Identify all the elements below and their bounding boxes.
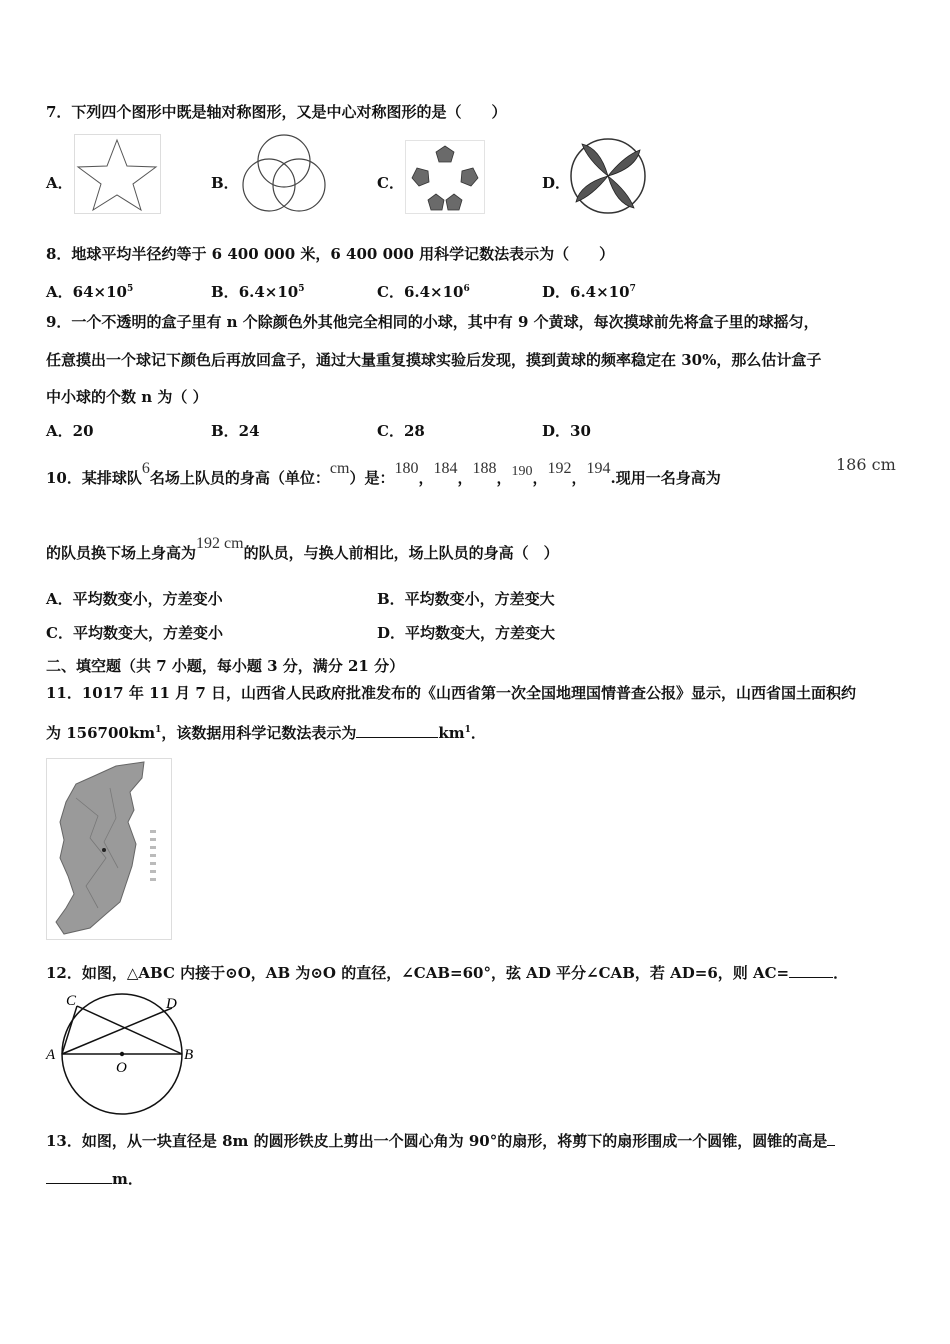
q11-answer-blank[interactable] <box>356 723 438 738</box>
q12-answer-blank[interactable] <box>789 963 833 978</box>
label-d: D <box>166 996 177 1012</box>
q10-line2: 的队员换下场上身高为192 cm的队员，与换人前相比，场上队员的身高（ ） <box>46 535 559 562</box>
q9-line1: 9．一个不透明的盒子里有 n 个除颜色外其他完全相同的小球，其中有 9 个黄球，每次摸球前先将盒子里的球摇匀， <box>46 313 819 331</box>
q11-line2: 为 $156700km^1$，该数据用科学记数法表示为 $km^1$． <box>46 724 486 742</box>
q10-option-a: A．平均数变小，方差变小 <box>46 590 223 608</box>
q8-option-a: A．$64\times 10^5$ <box>46 283 134 301</box>
q9-line2: 任意摸出一个球记下颜色后再放回盒子，通过大量重复摸球实验后发现，摸到黄球的频率稳定在 30%，那么估计盒子 <box>46 351 822 369</box>
q9-option-b: B．24 <box>211 422 260 440</box>
q7-option-a-label: A． <box>46 174 73 192</box>
circle-geometry-figure <box>44 992 204 1116</box>
four-petal-circle-icon <box>568 136 648 216</box>
q10-option-b: B．平均数变小，方差变大 <box>377 590 555 608</box>
pentagons-ring-icon <box>405 140 485 214</box>
q8-option-c: C．$6.4\times 10^6$ <box>377 283 470 301</box>
star-icon <box>74 134 161 214</box>
three-circles-icon <box>237 131 332 215</box>
label-o: O <box>116 1060 127 1076</box>
q7-option-c-label: C． <box>377 174 404 192</box>
label-b: B <box>184 1047 194 1063</box>
label-c: C <box>66 993 77 1009</box>
q11-line1: 11．1017 年 11 月 7 日，山西省人民政府批准发布的《山西省第一次全国地理国情普查公报》显示，山西省国土面积约 <box>46 684 857 702</box>
q13-answer-blank[interactable] <box>46 1169 112 1184</box>
label-a: A <box>46 1047 56 1063</box>
q8-stem: 8．地球平均半径约等于 6 400 000 米，6 400 000 用科学记数法表示为（ ） <box>46 245 615 263</box>
q9-option-d: D．30 <box>542 422 591 440</box>
q9-option-a: A．20 <box>46 422 94 440</box>
q10-option-d: D．平均数变大，方差变大 <box>377 624 556 642</box>
q9-option-c: C．28 <box>377 422 425 440</box>
q8-option-d: D．$6.4\times 10^7$ <box>542 283 636 301</box>
q13-line2: m． <box>46 1169 143 1188</box>
q7-stem: 7．下列四个图形中既是轴对称图形，又是中心对称图形的是（ ） <box>46 103 507 121</box>
shanxi-map-image <box>46 758 172 940</box>
q8-option-b: B．$6.4\times 10^5$ <box>211 283 305 301</box>
q13-answer-blank-start[interactable] <box>827 1131 835 1146</box>
q10-option-c: C．平均数变大，方差变小 <box>46 624 223 642</box>
q10-new-height: 186 cm <box>836 455 896 474</box>
section-heading: 二、填空题（共 7 小题，每小题 3 分，满分 21 分） <box>46 657 405 675</box>
q10-line1: 10．某排球队6名场上队员的身高（单位：cm）是：180，184，188，190，192，194.现用一名身高为 <box>46 460 721 487</box>
q9-line3: 中小球的个数 n 为（ ） <box>46 388 208 406</box>
q7-option-b-label: B． <box>211 174 239 192</box>
q13-line1: 13．如图，从一块直径是 8m 的圆形铁皮上剪出一个圆心角为 90°的扇形，将剪下的扇形围成一个圆锥，圆锥的高是 <box>46 1131 835 1150</box>
q7-option-d-label: D． <box>542 174 571 192</box>
q12-stem: 12．如图，△ABC 内接于⊙O，AB 为⊙O 的直径，∠CAB=60°，弦 AD 平分∠CAB，若 AD=6，则 AC= ． <box>46 964 849 982</box>
